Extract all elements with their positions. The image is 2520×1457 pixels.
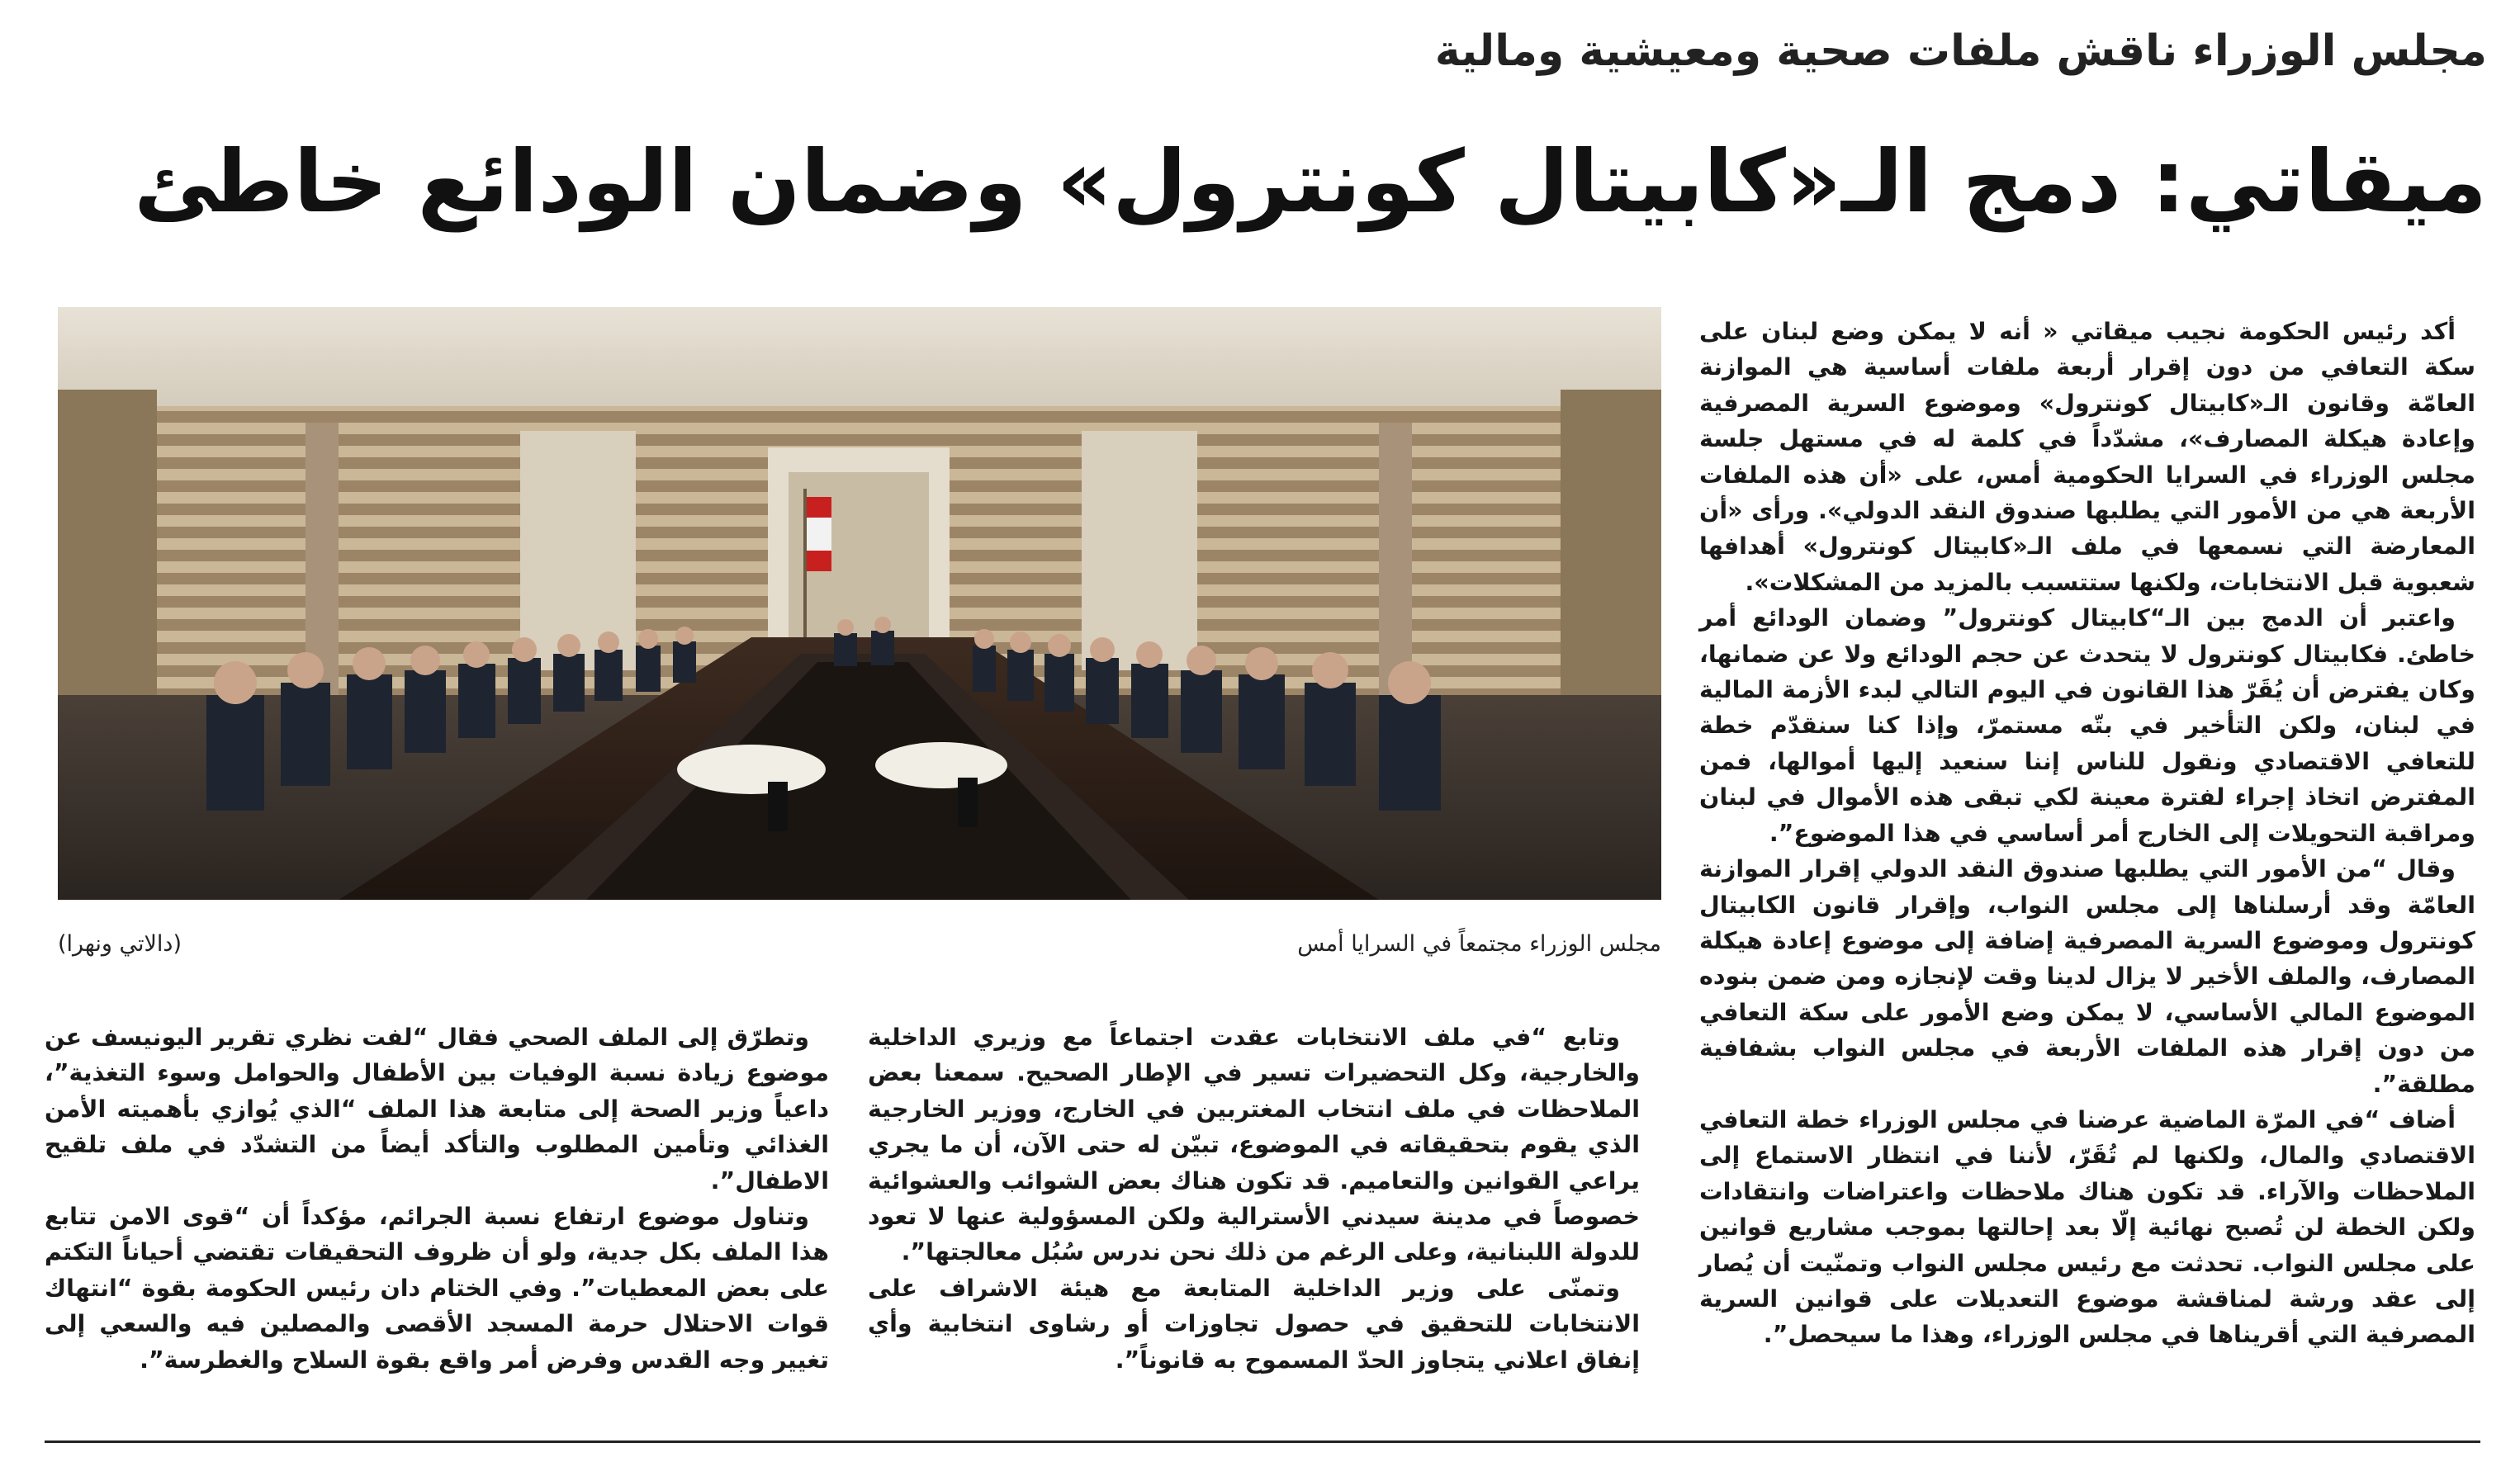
cabinet-meeting-photo (58, 307, 1661, 900)
article-paragraph: وتناول موضوع ارتفاع نسبة الجرائم، مؤكداً أن “قوى الامن تتابع هذا الملف بكل جدية، ولو أن ظروف التحقيقات تقتضي أحياناً التكتم على بعض المعطيات”. وفي الختام دان رئيس الحكومة بقوة “انتهاك قوات الاحتلال حرمة المسجد الأقصى والمصلين فيه والسعي إلى تغيير وجه القدس وفرض أمر واقع بقوة السلاح والغطرسة”. (45, 1203, 829, 1374)
article-column-right (1699, 314, 2475, 1412)
article-paragraph: واعتبر أن الدمج بين الـ“كابيتال كونترول” وضمان الودائع أمر خاطئ. فكابيتال كونترول لا يتحدث عن حجم الودائع ولا عن ضمانها، وكان يفترض أن يُقَرّ هذا القانون في اليوم التالي لبدء الأزمة المالية في لبنان، ولكن التأخير في بتّه مستمرّ، وإذا كنا سنقدّم خطة للتعافي الاقتصادي ونقول للناس إننا سنعيد إليها أموالها، فمن المفترض اتخاذ إجراء لفترة معينة لكي تبقى هذه الأموال في لبنان ومراقبة التحويلات إلى الخارج أمر أساسي في هذا الموضوع”. (1699, 604, 2475, 847)
article-paragraph: وتابع “في ملف الانتخابات عقدت اجتماعاً مع وزيري الداخلية والخارجية، وكل التحضيرات تسير في الإطار الصحيح. سمعنا بعض الملاحظات في ملف انتخاب المغتربين في الخارج، ووزير الخارجية الذي يقوم بتحقيقاته في الموضوع، تبيّن له حتى الآن، أن ما يجري يراعي القوانين والتعاميم. قد تكون هناك بعض الشوائب والعشوائية خصوصاً في مدينة سيدني الأسترالية ولكن المسؤولية عنها لا تعود للدولة اللبنانية، وعلى الرغم من ذلك نحن ندرس سُبُل معالجتها”. (868, 1024, 1640, 1266)
article-column-left (45, 1019, 829, 1416)
bottom-rule (45, 1440, 2480, 1443)
photo-caption: مجلس الوزراء مجتمعاً في السرايا أمس (1297, 931, 1661, 957)
article-paragraph: وتمنّى على وزير الداخلية المتابعة مع هيئة الاشراف على الانتخابات للتحقيق في حصول تجاوزات أو رشاوى انتخابية وأي إنفاق اعلاني يتجاوز الحدّ المسموح به قانوناً”. (868, 1274, 1640, 1374)
article-kicker: مجلس الوزراء ناقش ملفات صحية ومعيشية ومالية (1434, 26, 2487, 76)
article-paragraph: وقال “من الأمور التي يطلبها صندوق النقد الدولي إقرار الموازنة العامّة وقد أرسلناها إلى مجلس النواب، وإقرار قانون الكابيتال كونترول وموضوع السرية المصرفية إضافة إلى موضوع إعادة هيكلة المصارف، والملف الأخير لا يزال لدينا وقت لإنجازه ومن ضمن بنوده الموضوع المالي الأساسي، لا يمكن وضع الأمور على سكة التعافي من دون إقرار هذه الملفات الأربعة في مجلس النواب بشفافية مطلقة”. (1699, 855, 2475, 1098)
article-paragraph: أكد رئيس الحكومة نجيب ميقاتي « أنه لا يمكن وضع لبنان على سكة التعافي من دون إقرار أربعة ملفات أساسية هي الموازنة العامّة وقانون الـ«كابيتال كونترول» وموضوع السرية المصرفية وإعادة هيكلة المصارف»، مشدّداً في كلمة له في مستهل جلسة مجلس الوزراء في السرايا الحكومية أمس، على «أن هذه الملفات الأربعة هي من الأمور التي يطلبها صندوق النقد الدولي». ورأى «أن المعارضة التي نسمعها في ملف الـ«كابيتال كونترول» أهدافها شعبوية قبل الانتخابات، ولكنها ستتسبب بالمزيد من المشكلات». (1699, 318, 2475, 596)
article-paragraph: وتطرّق إلى الملف الصحي فقال “لفت نظري تقرير اليونيسف عن موضوع زيادة نسبة الوفيات بين الأطفال والحوامل وسوء التغذية”، داعياً وزير الصحة إلى متابعة هذا الملف “الذي يُوازي بأهميته الأمن الغذائي وتأمين المطلوب والتأكد أيضاً من التشدّد في ملف تلقيح الاطفال”. (45, 1024, 829, 1194)
article-headline: ميقاتي: دمج الـ«كابيتال كونترول» وضمان الودائع خاطئ (134, 131, 2487, 232)
article-column-middle (868, 1019, 1640, 1416)
article-paragraph: أضاف “في المرّة الماضية عرضنا في مجلس الوزراء خطة التعافي الاقتصادي والمال، ولكنها لم تُقَرّ، لأننا في انتظار الاستماع إلى الملاحظات والآراء. قد تكون هناك ملاحظات واعتراضات وانتقادات ولكن الخطة لن تُصبح نهائية إلّا بعد إحالتها بموجب مشاريع قوانين على مجلس النواب. تحدثت مع رئيس مجلس النواب وتمنّيت أن يُصار إلى عقد ورشة لمناقشة موضوع التعديلات على قوانين السرية المصرفية التي أقريناها في مجلس الوزراء، وهذا ما سيحصل”. (1699, 1105, 2475, 1349)
photo-credit: (دالاتي ونهرا) (58, 931, 182, 957)
